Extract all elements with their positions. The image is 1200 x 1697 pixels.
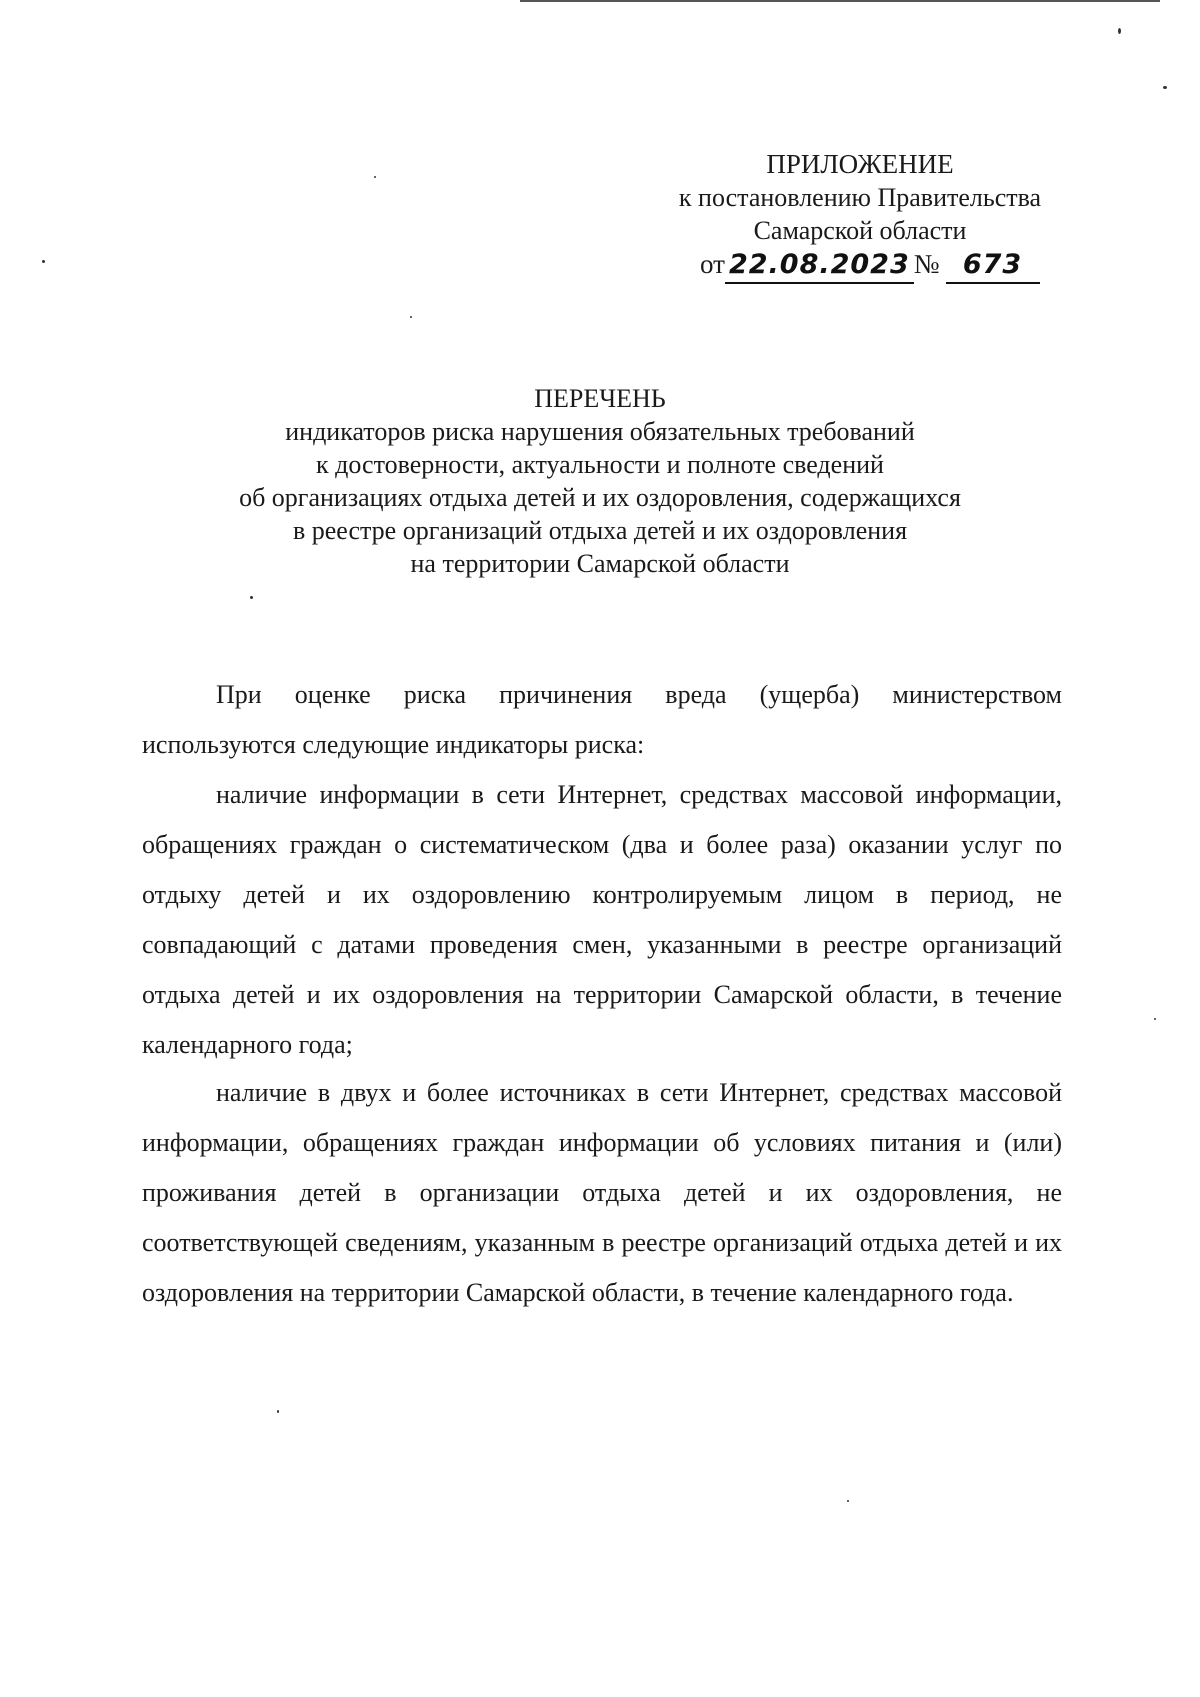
scan-speck xyxy=(42,260,45,263)
appendix-line: Самарской области xyxy=(753,216,967,245)
handwritten-number: 673 xyxy=(946,248,1040,284)
scan-speck xyxy=(277,1410,279,1413)
body-paragraph: наличие информации в сети Интернет, средствах массовой информации, обращениях граждан о систематическом (два и более раза) оказании услуг по отдыху детей и их оздоровлению контролируемым лицом в период, не совпадающий с датами проведения смен, указанными в реестре организаций отдыха детей и их оздоровления на территории Самарской области, в течение календарного года; xyxy=(142,780,1062,1059)
scan-speck xyxy=(374,176,376,178)
heading-line: на территории Самарской области xyxy=(410,549,790,578)
scan-artifact-line xyxy=(520,0,1160,2)
heading-line: к достоверности, актуальности и полноте сведений xyxy=(316,450,884,479)
appendix-block xyxy=(640,148,1080,247)
scan-speck xyxy=(847,1500,849,1502)
appendix-title: ПРИЛОЖЕНИЕ xyxy=(766,149,954,179)
appendix-date-line xyxy=(700,247,1040,284)
scan-speck xyxy=(1118,28,1121,34)
heading-title: ПЕРЕЧЕНЬ xyxy=(534,384,666,413)
scan-speck xyxy=(410,316,412,318)
body-paragraph: наличие в двух и более источниках в сети Интернет, средствах массовой информации, обращениях граждан информации об условиях питания и (или) проживания детей в организации отдыха детей и их оздоровления, не соответствующей сведениям, указанным в реестре организаций отдыха детей и их оздоровления на территории Самарской области, в течение календарного года. xyxy=(142,1078,1062,1307)
number-sign: № xyxy=(913,249,940,279)
handwritten-date: 22.08.2023 xyxy=(725,248,914,284)
scan-speck xyxy=(1163,86,1167,89)
date-prefix: от xyxy=(700,249,725,279)
appendix-line: к постановлению Правительства xyxy=(678,183,1042,212)
scan-speck xyxy=(1154,1018,1156,1020)
scan-speck xyxy=(250,596,253,599)
heading-line: в реестре организаций отдыха детей и их оздоровления xyxy=(292,516,908,545)
document-heading xyxy=(160,382,1040,580)
body-paragraph: При оценке риска причинения вреда (ущерба) министерством используются следующие индикаторы риска: xyxy=(142,680,1062,759)
heading-line: об организациях отдыха детей и их оздоровления, содержащихся xyxy=(239,483,961,512)
heading-line: индикаторов риска нарушения обязательных требований xyxy=(285,417,915,446)
